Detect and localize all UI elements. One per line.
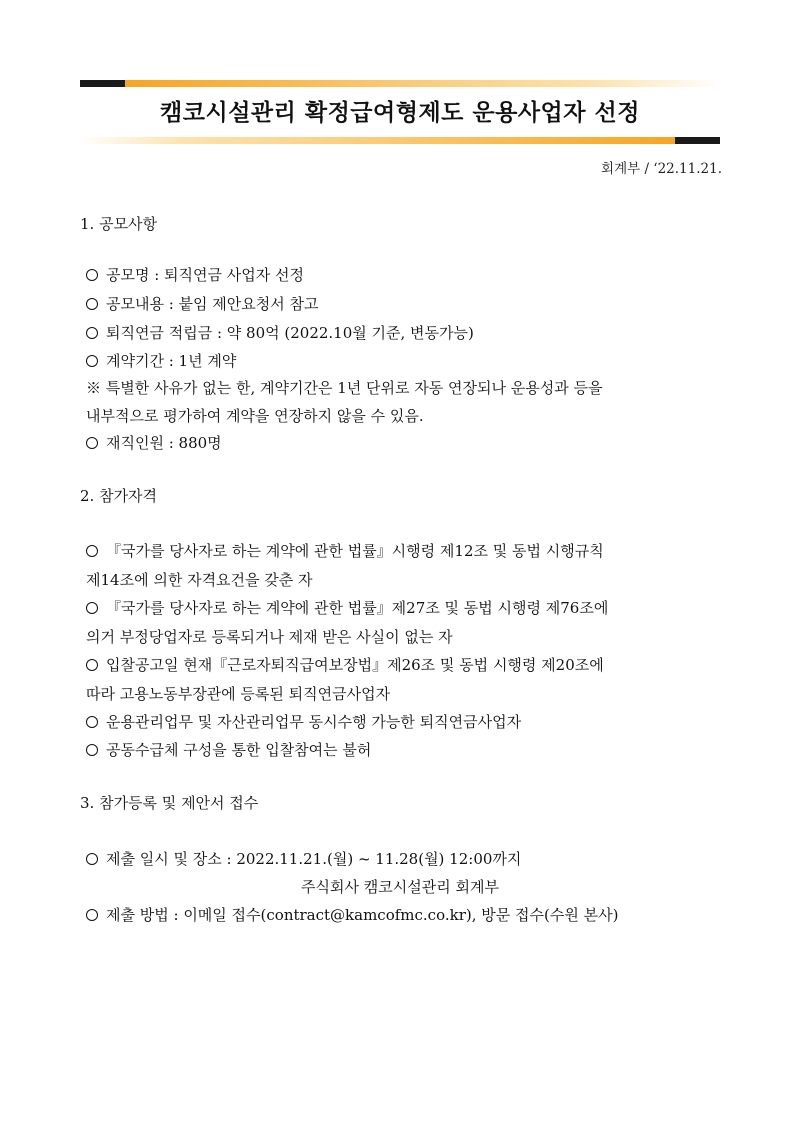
page-title: 캠코시설관리 확정급여형제도 운용사업자 선정 xyxy=(160,100,640,126)
title-band-top xyxy=(80,80,720,87)
list-item: 『국가를 당사자로 하는 계약에 관한 법률』제27조 및 동법 시행령 제76조에 xyxy=(86,597,608,618)
note-line: ※ 특별한 사유가 없는 한, 계약기간은 1년 단위로 자동 연장되나 운용성과 등을 xyxy=(86,379,603,397)
title-band-bottom xyxy=(80,137,720,144)
circle-bullet-icon xyxy=(86,327,98,339)
circle-bullet-icon xyxy=(86,545,98,557)
circle-bullet-icon xyxy=(86,298,98,310)
circle-bullet-icon xyxy=(86,909,98,921)
circle-bullet-icon xyxy=(86,659,98,671)
circle-bullet-icon xyxy=(86,269,98,281)
list-item: 퇴직연금 적립금 : 약 80억 (2022.10월 기준, 변동가능) xyxy=(86,322,474,343)
list-item: 계약기간 : 1년 계약 xyxy=(86,350,236,371)
byline: 회계부 / ‘22.11.21. xyxy=(601,161,722,177)
circle-bullet-icon xyxy=(86,602,98,614)
circle-bullet-icon xyxy=(86,437,98,449)
circle-bullet-icon xyxy=(86,853,98,865)
list-item: 운용관리업무 및 자산관리업무 동시수행 가능한 퇴직연금사업자 xyxy=(86,711,521,732)
list-item: 공동수급체 구성을 통한 입찰참여는 불허 xyxy=(86,739,371,760)
list-item: 제출 일시 및 장소 : 2022.11.21.(월) ~ 11.28(월) 12:00까지 xyxy=(86,848,521,869)
circle-bullet-icon xyxy=(86,355,98,367)
list-item: 『국가를 당사자로 하는 계약에 관한 법률』시행령 제12조 및 동법 시행규칙 xyxy=(86,540,604,561)
section2-heading: 2. 참가자격 xyxy=(80,487,158,505)
circle-bullet-icon xyxy=(86,716,98,728)
note-line: 내부적으로 평가하여 계약을 연장하지 않을 수 있음. xyxy=(86,407,424,425)
list-item: 제출 방법 : 이메일 접수(contract@kamcofmc.co.kr), 방문 접수(수원 본사) xyxy=(86,904,618,925)
submit-place: 주식회사 캠코시설관리 회계부 xyxy=(301,878,499,896)
list-item: 공모내용 : 붙임 제안요청서 참고 xyxy=(86,293,319,314)
section1-heading: 1. 공모사항 xyxy=(80,215,158,233)
list-item: 재직인원 : 880명 xyxy=(86,432,222,453)
list-item-continuation: 의거 부정당업자로 등록되거나 제재 받은 사실이 없는 자 xyxy=(86,628,453,646)
list-item: 공모명 : 퇴직연금 사업자 선정 xyxy=(86,264,304,285)
list-item-continuation: 따라 고용노동부장관에 등록된 퇴직연금사업자 xyxy=(86,685,391,703)
list-item-continuation: 제14조에 의한 자격요건을 갖춘 자 xyxy=(86,571,313,589)
section3-heading: 3. 참가등록 및 제안서 접수 xyxy=(80,794,259,812)
circle-bullet-icon xyxy=(86,744,98,756)
list-item: 입찰공고일 현재『근로자퇴직급여보장법』제26조 및 동법 시행령 제20조에 xyxy=(86,654,604,675)
